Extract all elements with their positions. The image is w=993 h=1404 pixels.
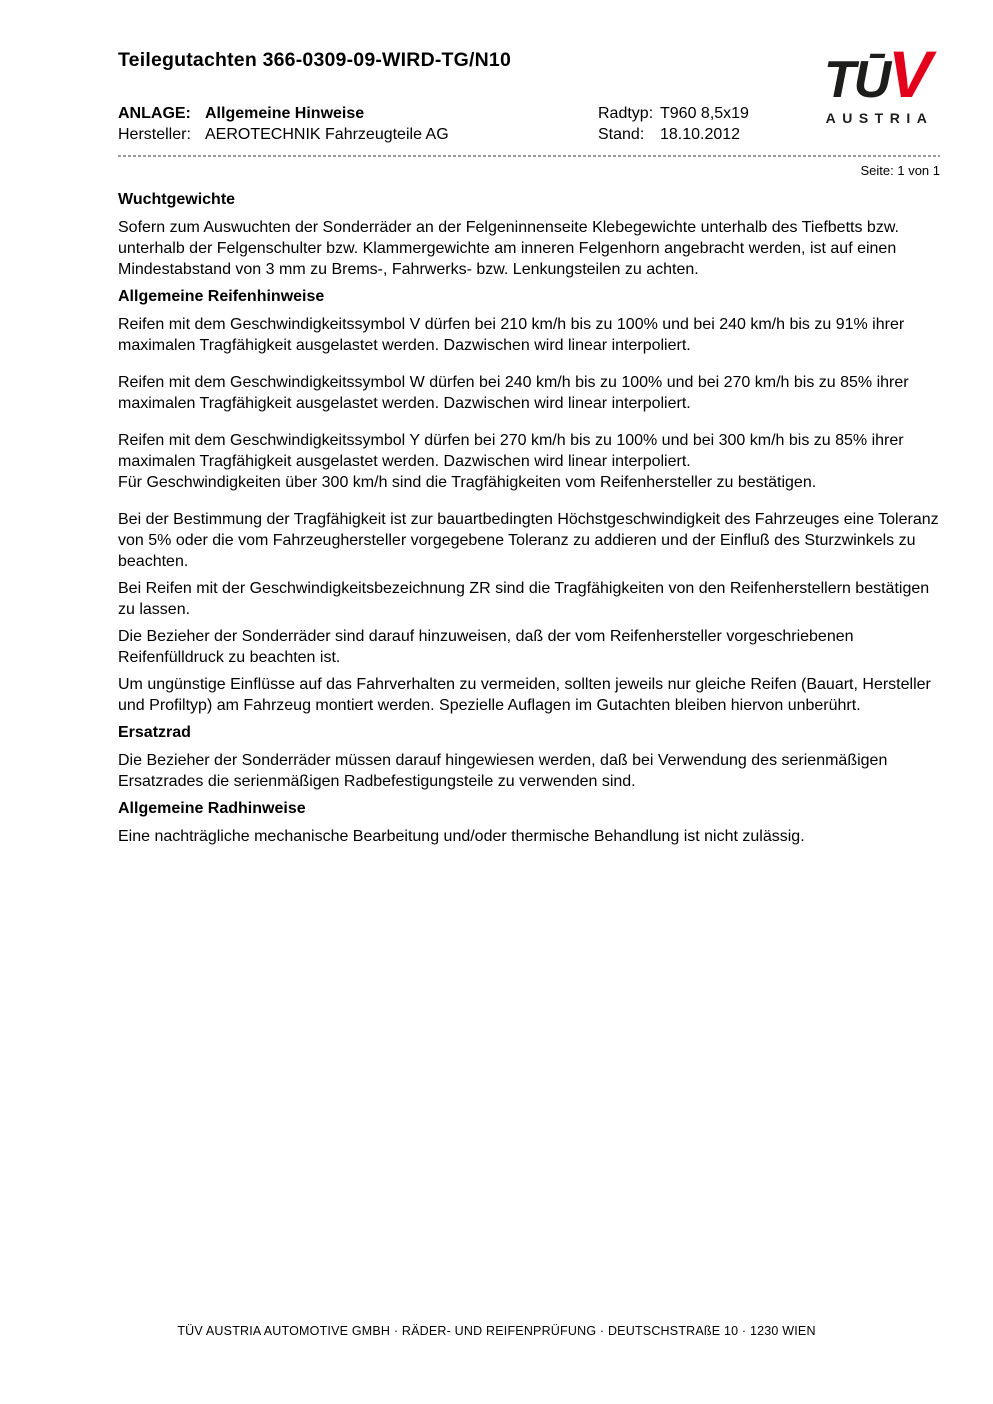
section-heading-radhinweise: Allgemeine Radhinweise: [118, 800, 306, 817]
paragraph-ueber-300kmh: Für Geschwindigkeiten über 300 km/h sind die Tragfähigkeiten vom Reifenhersteller zu bestätigen.: [118, 474, 817, 491]
paragraph-symbol-v: Reifen mit dem Geschwindigkeitssymbol V dürfen bei 210 km/h bis zu 100% und bei 240 km/h bis zu 91% ihrer maximalen Tragfähigkeit ausgelastet werden. Dazwischen wird linear interpoliert.: [118, 316, 905, 354]
hersteller-label: Hersteller:: [118, 126, 191, 143]
section-heading-ersatzrad: Ersatzrad: [118, 724, 191, 741]
paragraph-radhinweise: Eine nachträgliche mechanische Bearbeitung und/oder thermische Behandlung ist nicht zulässig.: [118, 828, 805, 845]
paragraph-gleiche-reifen: Um ungünstige Einflüsse auf das Fahrverhalten zu vermeiden, sollten jeweils nur gleiche Reifen (Bauart, Hersteller und Profiltyp) am Fahrzeug montiert werden. Spezielle Auflagen im Gutachten bleiben hiervon unberührt.: [118, 676, 931, 714]
stand-row: [598, 124, 749, 145]
document-meta: [118, 103, 940, 145]
hersteller-row: [118, 124, 940, 145]
document-title: Teilegutachten 366-0309-09-WIRD-TG/N10: [118, 49, 512, 71]
hersteller-value: AEROTECHNIK Fahrzeugteile AG: [205, 126, 449, 143]
paragraph-reifenfuelldruck: Die Bezieher der Sonderräder sind darauf hinzuweisen, daß der vom Reifenhersteller vorgeschriebenen Reifenfülldruck zu beachten ist.: [118, 628, 854, 666]
stand-label: Stand:: [598, 126, 645, 143]
paragraph-wuchtgewichte: Sofern zum Auswuchten der Sonderräder an der Felgeninnenseite Klebegewichte unterhalb des Tiefbetts bzw. unterhalb der Felgenschulter bzw. Klammergewichte am inneren Felgenhorn angebracht werden, ist auf einen Mindestabstand von 3 mm zu Brems-, Fahrwerks- bzw. Lenkungsteilen zu achten.: [118, 219, 899, 278]
paragraph-bestimmung-tragfaehigkeit: Bei der Bestimmung der Tragfähigkeit ist zur bauartbedingten Höchstgeschwindigkeit des Fahrzeuges eine Toleranz von 5% oder die vom Fahrzeughersteller vorgegebene Toleranz zu addieren und der Einfluß des Sturzwinkels zu beachten.: [118, 511, 939, 570]
meta-right-column: [598, 103, 749, 145]
page-indicator: Seite: 1 von 1: [860, 163, 940, 178]
page-content: [118, 0, 940, 853]
footer-company-line: TÜV AUSTRIA AUTOMOTIVE GMBH · RÄDER- UND REIFENPRÜFUNG · DEUTSCHSTRAßE 10 · 1230 WIEN: [177, 1324, 816, 1338]
paragraph-symbol-y: Reifen mit dem Geschwindigkeitssymbol Y dürfen bei 270 km/h bis zu 100% und bei 300 km/h bis zu 85% ihrer maximalen Tragfähigkeit ausgelastet werden. Dazwischen wird linear interpoliert.: [118, 432, 904, 470]
section-heading-reifenhinweise: Allgemeine Reifenhinweise: [118, 288, 325, 305]
logo-austria-subtitle: AUSTRIA: [825, 110, 934, 126]
radtyp-label: Radtyp:: [598, 105, 654, 122]
anlage-label: ANLAGE:: [118, 105, 191, 122]
logo-tu-letters: TŪ: [823, 51, 890, 109]
paragraph-ersatzrad: Die Bezieher der Sonderräder müssen darauf hingewiesen werden, daß bei Verwendung des serienmäßigen Ersatzrades die serienmäßigen Radbefestigungsteile zu verwenden sind.: [118, 752, 888, 790]
radtyp-value: T960 8,5x19: [660, 105, 749, 122]
radtyp-row: [598, 103, 749, 124]
stand-value: 18.10.2012: [660, 126, 741, 143]
document-body: [118, 189, 940, 847]
meta-left-column: [118, 103, 940, 145]
paragraph-zr-reifen: Bei Reifen mit der Geschwindigkeitsbezeichnung ZR sind die Tragfähigkeiten von den Reifenherstellern bestätigen zu lassen.: [118, 580, 930, 618]
dashed-divider: [118, 155, 940, 157]
section-heading-wuchtgewichte: Wuchtgewichte: [118, 191, 236, 208]
paragraph-symbol-w: Reifen mit dem Geschwindigkeitssymbol W dürfen bei 240 km/h bis zu 100% und bei 270 km/h bis zu 85% ihrer maximalen Tragfähigkeit ausgelastet werden. Dazwischen wird linear interpoliert.: [118, 374, 909, 412]
logo-tuv-wordmark: TŪV: [823, 37, 931, 111]
anlage-value: Allgemeine Hinweise: [205, 105, 365, 122]
anlage-row: [118, 103, 940, 124]
